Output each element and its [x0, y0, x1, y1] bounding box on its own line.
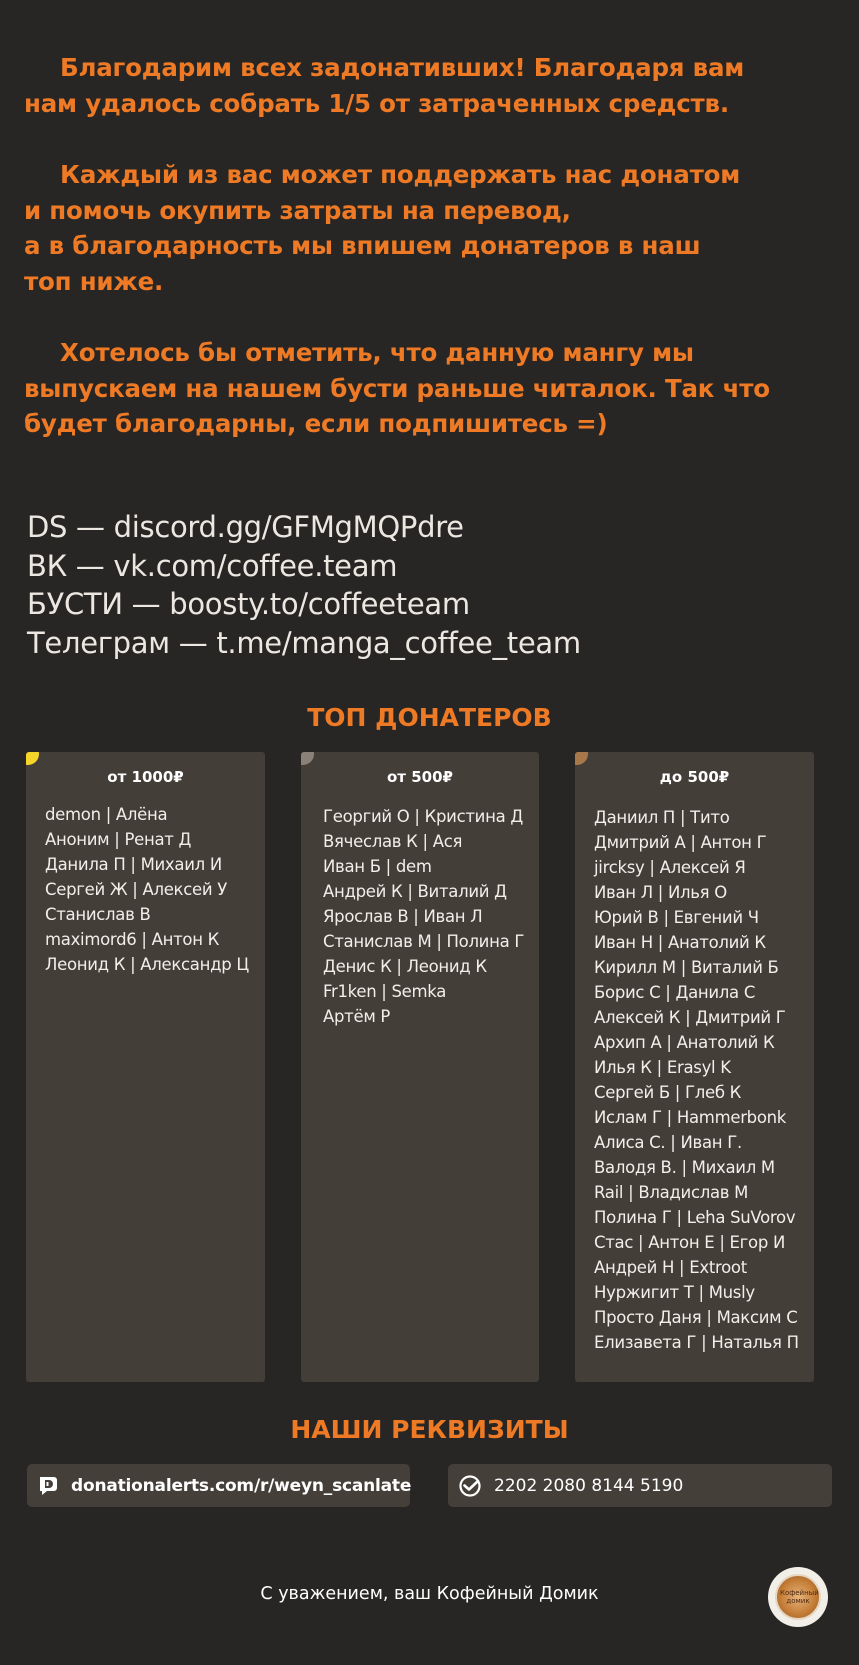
logo-text: Кофейный домик	[780, 1589, 819, 1605]
intro-paragraph-3	[24, 335, 844, 442]
donor-item: Андрей К | Виталий Д	[323, 882, 507, 901]
intro-text	[24, 50, 844, 478]
discord-link[interactable]: DS — discord.gg/GFMgMQPdre	[27, 510, 464, 544]
donor-list	[301, 804, 539, 1029]
sberbank-icon	[458, 1474, 482, 1498]
donor-item: Иван Л | Илья О	[594, 883, 727, 902]
donor-item: Аноним | Ренат Д	[45, 830, 192, 849]
intro-line: Каждый из вас может поддержать нас донатом	[60, 160, 741, 189]
donor-item: Денис К | Леонид К	[323, 957, 487, 976]
tier-title: от 500₽	[387, 768, 453, 786]
intro-line: выпускаем на нашем бусти раньше читалок. Так что	[24, 373, 770, 403]
donationalerts-link[interactable]	[27, 1464, 410, 1507]
donor-item: Стас | Антон Е | Егор И	[594, 1233, 786, 1252]
donor-list	[26, 802, 265, 977]
donationalerts-icon	[37, 1474, 59, 1498]
donor-list	[575, 805, 814, 1355]
tier-card-under-500	[575, 752, 814, 1382]
donationalerts-url: donationalerts.com/r/weyn_scanlate	[71, 1475, 412, 1496]
donor-item: Борис С | Данила С	[594, 983, 756, 1002]
intro-line: и помочь окупить затраты на перевод,	[24, 195, 571, 225]
donor-item: Елизавета Г | Наталья П	[594, 1333, 799, 1352]
donor-item: Леонид К | Александр Ц	[45, 955, 249, 974]
intro-paragraph-1	[24, 50, 844, 121]
tier-corner-badge	[301, 752, 314, 765]
donor-item: Сергей Б | Глеб К	[594, 1083, 742, 1102]
donor-item: Сергей Ж | Алексей У	[45, 880, 227, 899]
intro-paragraph-2	[24, 157, 844, 299]
intro-line: Благодарим всех задонативших! Благодаря вам	[60, 53, 745, 82]
tier-corner-badge	[26, 752, 39, 765]
donor-item: Вячеслав К | Ася	[323, 832, 463, 851]
donor-item: Ярослав В | Иван Л	[323, 907, 483, 926]
intro-line: Хотелось бы отметить, что данную мангу мы	[60, 338, 694, 367]
donor-item: Алиса С. | Иван Г.	[594, 1133, 742, 1152]
tier-title: от 1000₽	[107, 768, 184, 786]
tier-card-1000	[26, 752, 265, 1382]
donor-item: Андрей Н | Extroot	[594, 1258, 747, 1277]
donor-item: Артём Р	[323, 1007, 391, 1026]
boosty-link[interactable]: БУСТИ — boosty.to/coffeeteam	[27, 587, 470, 621]
intro-line: будет благодарны, если подпишитесь =)	[24, 409, 608, 438]
donor-item: Просто Даня | Максим С	[594, 1308, 798, 1327]
donor-item: Станислав М | Полина Г	[323, 932, 525, 951]
donor-item: maximord6 | Антон К	[45, 930, 220, 949]
donor-item: demon | Алёна	[45, 805, 168, 824]
social-links	[27, 508, 581, 662]
donor-item: Илья К | Erasyl K	[594, 1058, 731, 1077]
donor-item: Станислав В	[45, 905, 151, 924]
donor-item: Иван Н | Анатолий К	[594, 933, 766, 952]
donor-item: Полина Г | Leha SuVorov	[594, 1208, 796, 1227]
donor-item: Данила П | Михаил И	[45, 855, 222, 874]
vk-link[interactable]: ВК — vk.com/coffee.team	[27, 548, 398, 583]
donor-item: Георгий О | Кристина Д	[323, 807, 523, 826]
donor-item: Валодя В. | Михаил М	[594, 1158, 775, 1177]
tier-corner-badge	[575, 752, 588, 765]
logo-badge	[775, 1574, 821, 1620]
donor-item: Юрий В | Евгений Ч	[594, 908, 759, 927]
card-number: 2202 2080 8144 5190	[494, 1475, 684, 1496]
top-donors-title: ТОП ДОНАТЕРОВ	[307, 703, 552, 732]
donor-item: Ислам Г | Hammerbonk	[594, 1108, 787, 1127]
donor-item: Архип А | Анатолий К	[594, 1033, 775, 1052]
telegram-link[interactable]: Телеграм — t.me/manga_coffee_team	[27, 625, 581, 660]
footer-signature: С уважением, ваш Кофейный Домик	[260, 1584, 599, 1604]
intro-line: а в благодарность мы впишем донатеров в наш	[24, 231, 701, 260]
donor-item: Дмитрий А | Антон Г	[594, 833, 767, 852]
donor-item: Алексей К | Дмитрий Г	[594, 1008, 786, 1027]
coffee-house-logo	[768, 1567, 828, 1627]
donor-item: Иван Б | dem	[323, 857, 432, 876]
intro-line: нам удалось собрать 1/5 от затраченных средств.	[24, 88, 729, 118]
donor-item: jircksy | Алексей Я	[594, 858, 746, 877]
intro-line: топ ниже.	[24, 266, 164, 296]
donor-item: Даниил П | Тито	[594, 808, 730, 827]
donor-item: Нуржигит Т | Musly	[594, 1283, 755, 1302]
donor-item: Rail | Владислав М	[594, 1183, 749, 1202]
card-number-field[interactable]	[448, 1464, 832, 1507]
donor-item: Кирилл М | Виталий Б	[594, 958, 779, 977]
donor-item: Fr1ken | Semka	[323, 982, 447, 1001]
tier-title: до 500₽	[659, 768, 730, 786]
requisites-title: НАШИ РЕКВИЗИТЫ	[290, 1415, 569, 1444]
tier-card-500	[301, 752, 539, 1382]
